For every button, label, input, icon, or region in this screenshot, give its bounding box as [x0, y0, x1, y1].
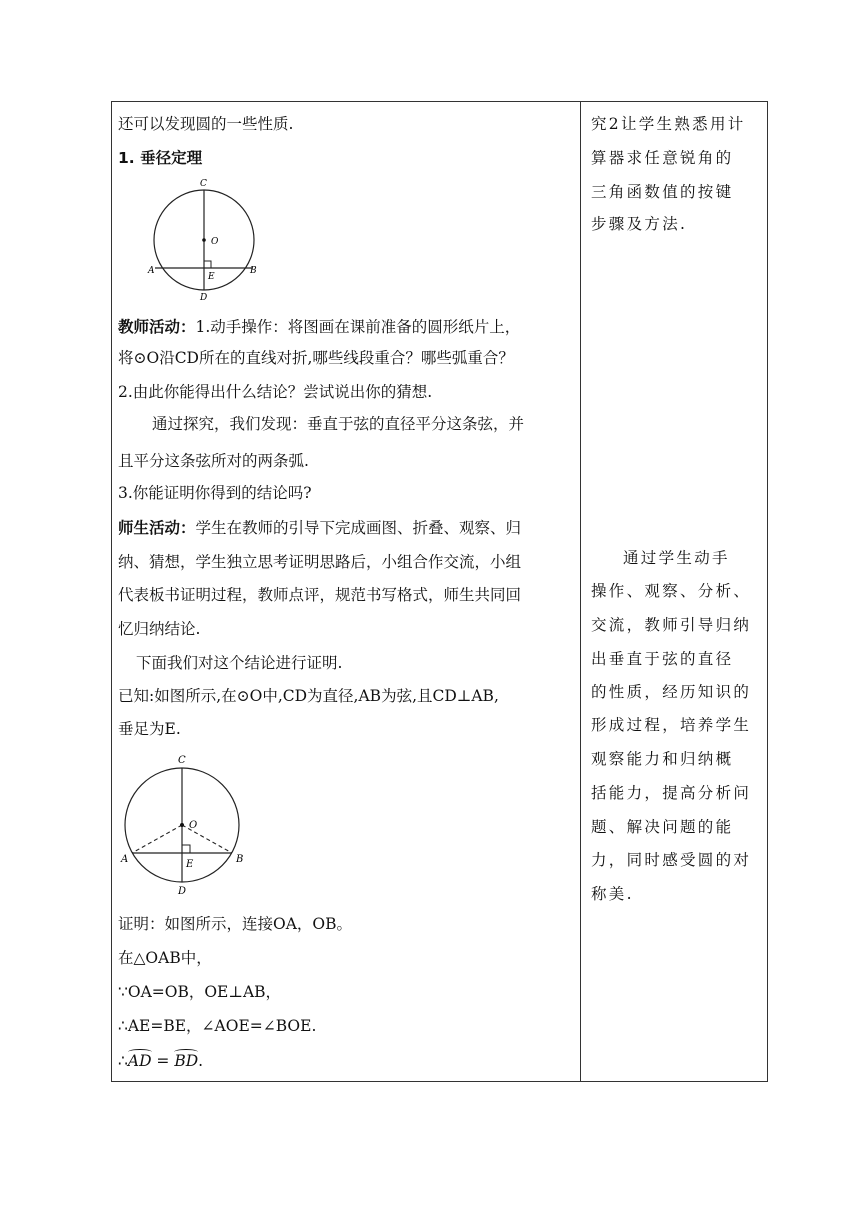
text-line-4: 通过探究，我们发现：垂直于弦的直径平分这条弦，并 — [152, 415, 525, 433]
arc-bd: BD — [174, 1052, 199, 1070]
right-note-2-line-2: 操作、观察、分析、 — [591, 582, 752, 600]
proof-line-3: ∵OA=OB，OE⊥AB， — [118, 983, 282, 1001]
fig1-label-c: C — [200, 179, 207, 189]
fig2-label-d: D — [178, 886, 187, 897]
teacher-activity — [118, 317, 520, 337]
circle-figure-2 — [118, 748, 258, 898]
arc-ad: AD — [127, 1052, 152, 1070]
right-note-2-line-5: 的性质，经历知识的 — [591, 683, 752, 701]
right-note-2-line-8: 括能力，提高分析问 — [591, 784, 752, 802]
teacher-student-label: 师生活动： — [118, 519, 196, 537]
proof-line-1: 证明：如图所示，连接OA，OB。 — [118, 915, 352, 933]
fig1-label-d: D — [200, 293, 208, 303]
right-note-1-line-1: 究2让学生熟悉用计 — [591, 115, 746, 133]
right-note-1-line-2: 算器求任意锐角的 — [591, 149, 734, 167]
intro-text: 还可以发现圆的一些性质. — [118, 115, 294, 133]
proof5-end: . — [198, 1052, 204, 1070]
teacher-student-text: 学生在教师的引导下完成画图、折叠、观察、归 — [195, 519, 522, 537]
right-note-2-line-6: 形成过程，培养学生 — [591, 716, 752, 734]
text-line-12: 已知:如图所示,在⊙O中,CD为直径,AB为弦,且CD⊥AB, — [118, 687, 499, 705]
text-line-3: 2.由此你能得出什么结论？尝试说出你的猜想. — [118, 383, 433, 401]
text-line-5: 且平分这条弦所对的两条弧. — [118, 452, 309, 470]
text-line-11: 下面我们对这个结论进行证明. — [136, 654, 343, 672]
text-line-13: 垂足为E. — [118, 720, 181, 738]
proof-line-5 — [118, 1051, 203, 1071]
right-note-2-line-11: 称美. — [591, 885, 634, 903]
right-note-2-line-4: 出垂直于弦的直径 — [591, 650, 734, 668]
right-note-2-line-1: 通过学生动手 — [623, 549, 730, 567]
teacher-activity-label: 教师活动： — [118, 318, 196, 336]
proof-line-4: ∴AE=BE，∠AOE=∠BOE. — [118, 1017, 317, 1035]
proof5-prefix: ∴ — [118, 1052, 128, 1070]
teacher-activity-text: 1.动手操作：将图画在课前准备的圆形纸片上， — [195, 318, 521, 336]
fig1-label-e: E — [208, 272, 215, 282]
right-note-1-line-3: 三角函数值的按键 — [591, 183, 734, 201]
proof-line-2: 在△OAB中， — [118, 949, 212, 967]
right-note-2-line-9: 题、解决问题的能 — [591, 818, 734, 836]
text-line-8: 纳、猜想，学生独立思考证明思路后，小组合作交流，小组 — [118, 553, 522, 571]
fig1-label-b: B — [250, 266, 257, 276]
right-note-1-line-4: 步骤及方法. — [591, 215, 688, 233]
right-note-2-line-7: 观察能力和归纳概 — [591, 750, 734, 768]
circle-figure-1 — [148, 174, 272, 304]
column-divider — [580, 101, 581, 1082]
right-note-2-line-3: 交流，教师引导归纳 — [591, 616, 752, 634]
proof5-eq: = — [151, 1052, 175, 1070]
section-heading: 1. 垂径定理 — [118, 149, 203, 167]
teacher-student-activity — [118, 518, 521, 538]
text-line-10: 忆归纳结论. — [118, 620, 201, 638]
text-line-6: 3.你能证明你得到的结论吗? — [118, 484, 312, 502]
text-line-9: 代表板书证明过程，教师点评，规范书写格式，师生共同回 — [118, 586, 522, 604]
fig1-label-a: A — [148, 266, 155, 276]
fig1-label-o: O — [211, 237, 219, 247]
fig2-label-b: B — [236, 854, 244, 865]
fig2-label-o: O — [189, 820, 198, 831]
right-note-2-line-10: 力，同时感受圆的对 — [591, 851, 752, 869]
fig2-label-a: A — [121, 854, 129, 865]
fig2-label-c: C — [178, 755, 186, 766]
fig2-label-e: E — [186, 859, 194, 870]
text-line-2: 将⊙O沿CD所在的直线对折,哪些线段重合？哪些弧重合？ — [118, 349, 514, 367]
